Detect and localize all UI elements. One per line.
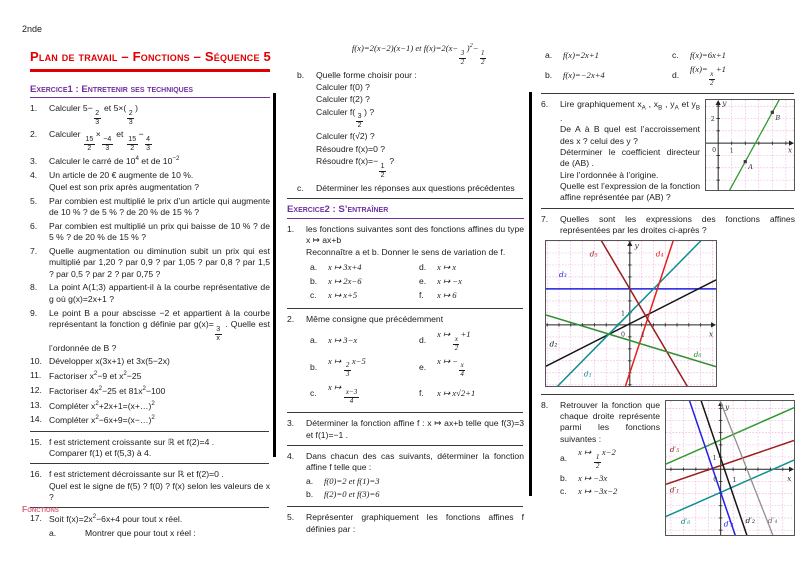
- item-number: 11.: [30, 370, 42, 381]
- item-text: Factoriser $4x^2-25$ et $81x^2-100$: [49, 385, 166, 396]
- option: [310, 262, 415, 273]
- option-letter: b.: [545, 70, 553, 80]
- item-text: f est strictement décroissante sur ℝ et f(2)=0 .: [49, 469, 224, 480]
- option-letter: d.: [419, 335, 427, 346]
- option: [545, 64, 668, 88]
- svg-text:1: 1: [620, 310, 625, 318]
- column-separator-1: [273, 93, 276, 457]
- q6-text-4: Lire l’ordonnée à l’origine.: [560, 169, 659, 180]
- svg-text:2: 2: [710, 115, 715, 123]
- item-letter: c.: [297, 183, 304, 194]
- option-formula: x ↦ $\frac{x-3}{4}$: [328, 382, 358, 406]
- exercise-item: [30, 414, 270, 426]
- option-formula: f(0)=2 et f(1)=3: [324, 475, 380, 486]
- option-letter: a.: [310, 335, 318, 346]
- option: [419, 329, 524, 353]
- option-letter: c.: [560, 486, 567, 497]
- svg-text:1: 1: [641, 332, 646, 340]
- item-number: 1.: [30, 103, 38, 114]
- separator: [541, 394, 794, 395]
- separator: [287, 445, 523, 446]
- q7-graph-frame: [545, 240, 717, 387]
- q6-graph-frame: [705, 99, 795, 191]
- item-text: Par combien est multiplié un prix qui baisse de 10 % ? de 5 % ? de 20 % de 15 % ?: [49, 220, 270, 243]
- item-number: 8.: [541, 399, 549, 410]
- item-number: 6.: [541, 99, 549, 109]
- svg-text:1: 1: [729, 147, 734, 155]
- item-text: Calculer le carré de $10^4$ et de $10^{-2}$: [49, 155, 180, 167]
- svg-text:d′₄: d′₄: [767, 515, 778, 525]
- option: [306, 489, 524, 500]
- item-number: 5.: [287, 512, 295, 523]
- item-number: 7.: [30, 245, 38, 256]
- item-text-line2: Comparer f(1) et f(5,3) à 4.: [49, 447, 152, 458]
- exercise-item: [30, 469, 270, 503]
- option: [310, 329, 415, 353]
- item-text-line2: Quel est son prix après augmentation ?: [49, 181, 200, 192]
- item-number: 16.: [30, 469, 42, 480]
- option-letter: b.: [310, 275, 318, 286]
- option: [306, 476, 524, 487]
- q17b-line: Calculer f(0) ?: [316, 81, 370, 92]
- title-rule: [30, 69, 270, 72]
- exercise-item: [30, 246, 270, 280]
- q8-text: Retrouver la fonction que chaque droite représente parmi les fonctions suivantes :: [560, 399, 660, 444]
- item-text: Calculer $\frac{15}{2}$ × $\frac{-4}{3}$ et $\frac{15}{2}$ − $\frac{4}{3}$: [49, 129, 151, 153]
- page-footer: Fonctions: [22, 504, 59, 514]
- option-formula: x ↦ −x: [437, 275, 462, 286]
- column-1: [30, 48, 270, 542]
- exercise-item: [30, 400, 270, 412]
- svg-text:d₄: d₄: [655, 249, 664, 259]
- q17c: [297, 183, 524, 194]
- option-letter: e.: [419, 361, 427, 372]
- exercise1-heading: Exercice1 : Entretenir ses techniques: [30, 84, 270, 99]
- option: [310, 356, 415, 380]
- svg-text:0: 0: [713, 476, 718, 484]
- option: [419, 262, 524, 273]
- option-letter: d.: [672, 70, 680, 80]
- svg-text:0: 0: [620, 331, 625, 339]
- question-8: [541, 400, 795, 538]
- option-letter: c.: [310, 388, 317, 399]
- page-title: Plan de travail – Fonctions – Séquence 5: [30, 49, 271, 64]
- option-letter: c.: [310, 290, 317, 301]
- svg-text:y: y: [725, 402, 730, 412]
- option-formula: f(x)= $\frac{x}{2}$ +1: [690, 63, 726, 87]
- item-number: 17.: [30, 513, 42, 524]
- exercise2-heading: Exercice2 : S’entraîner: [287, 204, 524, 219]
- column-2: [287, 42, 524, 538]
- item-number: 10.: [30, 356, 42, 367]
- item-number: 3.: [30, 155, 38, 166]
- option: [560, 473, 660, 484]
- ex2-item-1: [287, 224, 524, 304]
- exercise-item: [30, 513, 270, 525]
- q6-graph: [706, 100, 794, 190]
- option-formula: f(x)=2x+1: [563, 49, 599, 60]
- q17b-text: Quelle forme choisir pour :: [316, 69, 417, 80]
- svg-text:x: x: [787, 473, 792, 483]
- separator: [287, 506, 523, 507]
- exercise-item: [30, 170, 270, 193]
- svg-text:0: 0: [712, 146, 717, 154]
- item-text: Soit $f(x)=2x^2-6x+4$ pour tout x réel.: [49, 513, 183, 525]
- column-3: [541, 46, 795, 540]
- svg-text:1: 1: [732, 476, 737, 484]
- q17b-line: Calculer f(2) ?: [316, 94, 370, 105]
- svg-text:x: x: [787, 145, 793, 155]
- exercise-item: [30, 129, 270, 153]
- q17b-line: Calculer f( $\frac{3}{2}$ ) ?: [316, 106, 375, 130]
- item-text-line2: Quel est le signe de f(5) ? f(0) ? f(x) selon les valeurs de x ?: [49, 480, 270, 502]
- option: [419, 356, 524, 380]
- exercise-item: [30, 196, 270, 219]
- question-7: [541, 214, 795, 237]
- svg-text:d′₁: d′₁: [669, 485, 680, 495]
- ex2-i1-intro2: Reconnaître a et b. Donner le sens de variation de f.: [306, 246, 506, 257]
- item-number: 2.: [287, 314, 295, 325]
- option-formula: x ↦ −3x−2: [578, 486, 618, 497]
- svg-text:d₂: d₂: [549, 339, 558, 349]
- q7-graph-wrap: [545, 240, 795, 389]
- q6-text-5: Quelle est l’expression de la fonction affine représentée par (AB) ?: [560, 180, 700, 203]
- ex2-item-5: [287, 512, 524, 535]
- item-text: La point A(1;3) appartient-il à la courbe représentative de g où g(x)=2x+1 ?: [49, 282, 270, 304]
- grade-level: 2nde: [22, 24, 43, 34]
- item-number: 1.: [287, 224, 295, 235]
- ex2-i3-text: Déterminer la fonction affine f : x ↦ ax+b telle que f(3)=3 et f(1)=−1 .: [306, 418, 524, 440]
- separator: [30, 463, 269, 464]
- option-letter: a.: [545, 49, 553, 60]
- q7-graph: [546, 241, 716, 386]
- exercise-item: [30, 356, 270, 367]
- option-letter: f.: [419, 388, 424, 399]
- q17c-text: Déterminer les réponses aux questions précédentes: [316, 183, 515, 194]
- option-formula: x ↦ 2x−6: [328, 275, 362, 286]
- item-number: 13.: [30, 399, 42, 410]
- item-number: 2.: [30, 129, 38, 140]
- exercise-item: [30, 437, 270, 460]
- option-formula: x ↦ − $\frac{x}{4}$: [437, 355, 464, 379]
- item-number: a.: [49, 528, 57, 539]
- separator: [287, 412, 523, 413]
- item-text: f est strictement croissante sur ℝ et f(2)=4 .: [49, 436, 215, 447]
- separator: [287, 198, 523, 199]
- option-formula: f(x)=−2x+4: [563, 70, 605, 80]
- option-formula: f(2)=0 et f(3)=6: [324, 489, 380, 500]
- svg-text:d′₅: d′₅: [669, 444, 680, 454]
- separator: [30, 431, 269, 432]
- exercise1-items: [30, 103, 270, 539]
- q8-graph-frame: [665, 400, 795, 536]
- option-letter: b.: [310, 361, 318, 372]
- option: [672, 64, 795, 88]
- ex2-item-4: [287, 451, 524, 502]
- option-letter: d.: [419, 261, 427, 272]
- ex2-i4-options: [306, 476, 524, 501]
- q7-text: Quelles sont les expressions des fonctions affines représentées par les droites ci-après ?: [560, 213, 795, 235]
- exercise-item: [30, 528, 270, 539]
- option-formula: x ↦ $\frac{x}{2}$ +1: [437, 328, 471, 352]
- option-formula: x ↦ 3−x: [328, 335, 358, 346]
- q17b-line: Résoudre f(x)=0 ?: [316, 143, 386, 154]
- option-formula: x ↦ 6: [437, 290, 457, 301]
- ex2-i1-options: [310, 260, 524, 303]
- svg-text:d₃: d₃: [558, 270, 567, 280]
- option-letter: b.: [560, 472, 568, 483]
- option-formula: x ↦ −3x: [578, 472, 608, 483]
- item-text: Compléter $x^2-6x+9=(x-\dots)^2$: [49, 414, 155, 426]
- item-text: Calculer 5− $\frac{2}{3}$ et 5×( $\frac{2}{3}$ ): [49, 103, 139, 127]
- option: [545, 50, 668, 61]
- item-number: 8.: [30, 282, 38, 293]
- svg-text:d′₆: d′₆: [680, 516, 691, 526]
- option: [560, 447, 660, 471]
- option: [419, 276, 524, 287]
- svg-text:d₆: d₆: [693, 350, 702, 360]
- q8-graph: [666, 401, 794, 535]
- item-text: Factoriser $x^2-9$ et $x^2-25$: [49, 370, 142, 382]
- separator: [287, 308, 523, 309]
- ex2-i5-text: Représenter graphiquement les fonctions affines f définies par :: [306, 512, 524, 534]
- ex2-i2-options: [310, 327, 524, 407]
- q6-text-2: De A à B quel est l’accroissement des x ? celui des y ?: [560, 124, 700, 146]
- q6-text-3: Déterminer le coefficient directeur de (AB) .: [560, 146, 700, 169]
- item-text: Développer x(3x+1) et 3x(5−2x): [49, 356, 170, 367]
- option: [419, 382, 524, 406]
- question-6: [541, 99, 795, 204]
- item-number: 12.: [30, 385, 42, 395]
- q17a-formula: f(x)=2(x−2)(x−1) et f(x)=2(x− $\frac{3}{2}$ )$^2$− $\frac{1}{2}$: [351, 42, 485, 66]
- option: [310, 290, 415, 301]
- item-number: 4.: [287, 451, 295, 462]
- item-letter: b.: [297, 69, 305, 80]
- option-formula: x ↦ x+5: [328, 290, 358, 301]
- exercise-item: [30, 370, 270, 382]
- ex2-i1-intro: les fonctions suivantes sont des fonctions affines du type x ↦ ax+b: [306, 224, 524, 246]
- separator: [541, 208, 794, 209]
- item-number: 3.: [287, 418, 295, 429]
- option-formula: x ↦ x: [437, 261, 457, 272]
- item-number: 4.: [30, 170, 38, 181]
- exercise-item: [30, 156, 270, 168]
- option-formula: f(x)=6x+1: [690, 49, 726, 60]
- option: [672, 50, 795, 61]
- exercise-item: [30, 221, 270, 244]
- q5-function-options: [545, 48, 795, 89]
- q17b-line: Calculer f(√2) ?: [316, 131, 375, 142]
- item-text: Un article de 20 € augmente de 10 %.: [49, 170, 194, 181]
- q17b-lines: [316, 82, 524, 180]
- item-number: 6.: [30, 220, 38, 231]
- ex2-item-3: [287, 418, 524, 441]
- svg-text:y: y: [722, 100, 727, 108]
- item-number: 9.: [30, 307, 38, 318]
- q17b-line: Résoudre f(x)=− $\frac{1}{2}$ ?: [316, 155, 395, 179]
- svg-text:x: x: [708, 329, 714, 339]
- option-letter: a.: [306, 475, 314, 486]
- item-text: Le point B a pour abscisse −2 et appartient à la courbe représentant la fonction g définie par g(x)= $\frac{3}{x}$ . Quelle est l’ordonnée de B ?: [49, 307, 270, 353]
- option: [560, 486, 660, 497]
- option-letter: a.: [560, 453, 568, 464]
- item-text: Compléter $x^2+2x+1=(x+\dots)^2$: [49, 399, 155, 411]
- item-text: Quelle augmentation ou diminution subit un prix qui est multiplié par 1,20 ? par 0,9 ? par 1,05 ? par 0,8 ? par 1,5 ? par 0,5 ? par 2 ? par 0,75 ?: [49, 245, 270, 279]
- item-number: 15.: [30, 436, 42, 447]
- option: [310, 382, 415, 406]
- svg-text:A: A: [748, 163, 753, 172]
- option: [310, 276, 415, 287]
- exercise-item: [30, 103, 270, 127]
- item-number: 7.: [541, 213, 549, 224]
- q6-text-1: Lire graphiquement $x_A$ , $x_B$ , $y_A$ et $y_B$ .: [560, 99, 700, 123]
- option-formula: x ↦ x√2+1: [437, 388, 476, 399]
- svg-text:d′₂: d′₂: [745, 515, 756, 525]
- option: [419, 290, 524, 301]
- option-letter: c.: [672, 49, 679, 60]
- ex2-i2-text: Même consigne que précédemment: [306, 314, 444, 325]
- option-formula: x ↦ 3x+4: [328, 261, 362, 272]
- separator: [541, 93, 794, 94]
- ex2-i4-text: Dans chacun des cas suivants, déterminer la fonction affine f telle que :: [306, 451, 524, 473]
- item-number: 14.: [30, 414, 42, 425]
- item-text: Par combien est multiplié le prix d’un article qui augmente de 10 % ? de 5 % ? de 20 % de 15 % ?: [49, 195, 270, 217]
- svg-text:B: B: [775, 113, 781, 122]
- svg-text:y: y: [634, 241, 639, 251]
- item-number: 5.: [30, 195, 38, 206]
- option-letter: e.: [419, 275, 427, 286]
- exercise-item: [30, 308, 270, 354]
- svg-text:d′₃: d′₃: [723, 519, 734, 529]
- svg-text:d₅: d₅: [589, 249, 598, 259]
- svg-text:d₁: d₁: [583, 369, 592, 379]
- exercise-item: [30, 282, 270, 305]
- option-letter: a.: [310, 261, 318, 272]
- exercise-item: [30, 385, 270, 397]
- option-formula: x ↦ $\frac{1}{2}$ x−2: [578, 447, 616, 470]
- option-letter: f.: [419, 290, 424, 301]
- column-separator-2: [529, 92, 532, 496]
- separator: [30, 507, 269, 508]
- option-letter: b.: [306, 489, 314, 500]
- option-formula: x ↦ $\frac{2}{3}$ x−5: [328, 355, 366, 379]
- q17b: [297, 70, 524, 181]
- svg-text:1: 1: [712, 454, 717, 462]
- item-text: Montrer que pour tout x réel :: [85, 528, 196, 539]
- ex2-item-2: [287, 314, 524, 408]
